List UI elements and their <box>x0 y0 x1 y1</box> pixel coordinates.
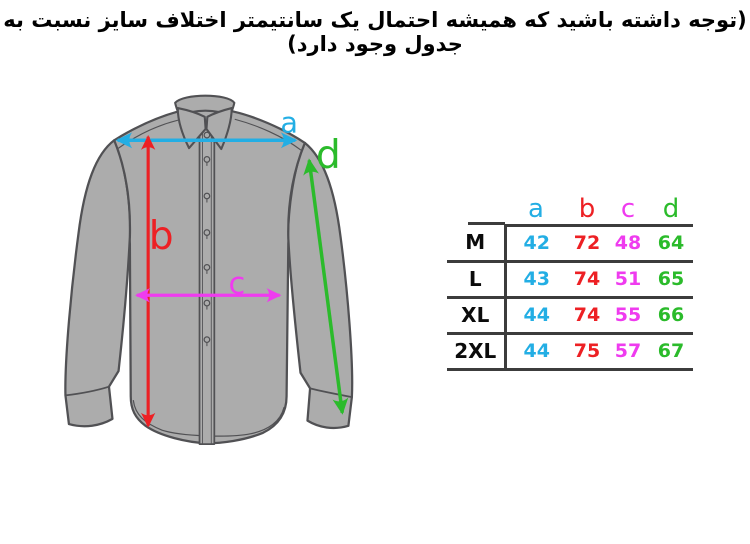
measurement-label-b: b <box>148 214 174 260</box>
size-table <box>447 194 693 371</box>
column-header-c: c <box>607 194 649 225</box>
value-m-b: 72 <box>567 225 607 261</box>
column-header-d: d <box>649 194 693 225</box>
value-m-c: 48 <box>607 225 649 261</box>
value-l-d: 65 <box>649 261 693 297</box>
size-label-m: M <box>447 225 505 261</box>
size-table-corner-cell <box>447 194 505 225</box>
shirt-measurement-diagram <box>55 50 425 490</box>
value-2xl-d: 67 <box>649 333 693 369</box>
shirt-placket <box>200 127 215 444</box>
column-header-b: b <box>567 194 607 225</box>
value-2xl-a: 44 <box>505 333 567 369</box>
size-row-m <box>447 225 693 261</box>
size-note-text: (توجه داشته باشید که همیشه احتمال یک سانتیمتر اختلاف سایز نسبت به جدول وجود دارد) <box>3 8 747 56</box>
value-l-b: 74 <box>567 261 607 297</box>
size-row-l <box>447 261 693 297</box>
value-l-a: 43 <box>505 261 567 297</box>
value-m-d: 64 <box>649 225 693 261</box>
value-xl-d: 66 <box>649 297 693 333</box>
value-xl-c: 55 <box>607 297 649 333</box>
value-2xl-c: 57 <box>607 333 649 369</box>
column-header-a: a <box>505 194 567 225</box>
value-xl-a: 44 <box>505 297 567 333</box>
shirt-sleeve-right <box>288 143 352 428</box>
value-xl-b: 74 <box>567 297 607 333</box>
measurement-label-c: c <box>228 266 246 302</box>
value-2xl-b: 75 <box>567 333 607 369</box>
value-l-c: 51 <box>607 261 649 297</box>
size-label-2xl: 2XL <box>447 333 505 369</box>
size-row-xl <box>447 297 693 333</box>
size-label-l: L <box>447 261 505 297</box>
measurement-label-d: d <box>315 133 341 179</box>
size-table-header-row <box>447 194 693 225</box>
size-label-xl: XL <box>447 297 505 333</box>
value-m-a: 42 <box>505 225 567 261</box>
measurement-label-a: a <box>280 105 298 140</box>
shirt-sleeve-left <box>65 140 130 426</box>
size-row-2xl <box>447 333 693 369</box>
